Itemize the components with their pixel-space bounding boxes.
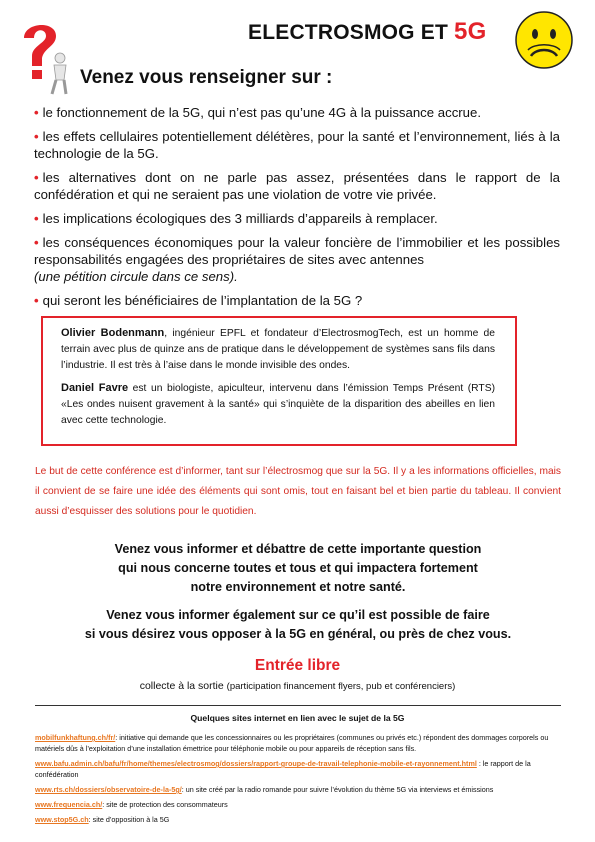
site-entry: www.frequencia.ch/: site de protection des consommateurs [35,800,228,809]
site-link[interactable]: www.frequencia.ch/ [35,800,103,809]
collection-note: collecte à la sortie (participation financement flyers, pub et conférenciers) [139,680,456,692]
site-link[interactable]: www.bafu.admin.ch/bafu/fr/home/themes/electrosmog/dossiers/rapport-groupe-de-travail-telephonie-mobile-et-rayonnement.html [35,759,477,768]
site-entry: www.rts.ch/dossiers/observatoire-de-la-5g/: un site créé par la radio romande pour suivre l’évolution du thème 5G via interviews et émissions [35,785,494,794]
speaker-paragraph [61,325,495,374]
page-title [248,18,486,46]
speakers-box [41,316,517,446]
site-link[interactable]: www.stop5G.ch [35,815,89,824]
sites-list [35,732,565,829]
site-entry: mobilfunkhaftung.ch/fr/: initiative qui demande que les concessionnaires ou les propriétaires (communes ou privés etc.) répondent des dommages corporels ou matériels dûs à l’exploitation d’une installation émettrice pour téléphonie mobile ou pour appareils de réception sans fils. [35,733,549,753]
free-entry-heading: Entrée libre [254,657,341,674]
site-entry: www.bafu.admin.ch/bafu/fr/home/themes/electrosmog/dossiers/rapport-groupe-de-travail-telephonie-mobile-et-rayonnement.html : le rapport de la confédération [35,759,531,779]
speaker-name: Olivier Bodenmann [61,327,165,339]
sites-heading: Quelques sites internet en lien avec le sujet de la 5G [190,713,405,723]
call-to-action-oppose: Venez vous informer également sur ce qu’il est possible de faire si vous désirez vous opposer à la 5G en général, ou près de chez vous. [84,608,512,641]
speaker-name: Daniel Favre [61,382,129,394]
list-item: • qui seront les bénéficiaires de l’implantation de la 5G ? [34,293,363,308]
bullet-icon: • [34,105,39,120]
header [0,0,595,90]
bullet-icon: • [34,235,39,250]
list-item: • le fonctionnement de la 5G, qui n’est pas qu’une 4G à la puissance accrue. [34,105,482,120]
conference-intro: Le but de cette conférence est d’informer, tant sur l’électrosmog que sur la 5G. Il y a les informations officielles, mais il convient de se faire une idée des éléments qui sont omis, tout en faisant bel et bien partie du tableau. Il convient aussi d’esquisser des solutions pour le quotidien. [35,466,561,517]
bullet-icon: • [34,211,39,226]
speaker-bio: est un biologiste, apiculteur, intervenu dans l’émission Temps Présent (RTS) «Les ondes nuisent gravement à la santé» qui s’inquiète de la disparition des abeilles en lien avec cette technologie. [61,383,496,426]
worried-smiley-icon [514,10,574,70]
list-item: • les conséquences économiques pour la valeur foncière de l’immobilier et les possibles responsabilités engagées des propriétaires de sites avec antennes (une pétition circule dans ce sens). [34,235,560,284]
bullet-icon: • [34,170,39,185]
list-item-note: (une pétition circule dans ce sens). [34,269,238,284]
title-main: ELECTROSMOG ET [248,21,448,44]
question-mark-figure-icon [14,16,74,96]
topic-list [34,104,560,316]
call-to-action-debate: Venez vous informer et débattre de cette importante question qui nous concerne toutes et tous et qui impactera fortement notre environnement et notre santé. [114,542,482,594]
site-entry: www.stop5G.ch: site d’opposition à la 5G [35,815,170,824]
list-item: • les implications écologiques des 3 milliards d’appareils à remplacer. [34,211,438,226]
site-link[interactable]: www.rts.ch/dossiers/observatoire-de-la-5g/ [35,785,182,794]
bullet-icon: • [34,129,39,144]
bullet-icon: • [34,293,39,308]
speaker-paragraph [61,380,495,429]
list-item: • les alternatives dont on ne parle pas assez, présentées dans le rapport de la confédération et qui ne seraient pas une violation de votre vie privée. [34,170,560,202]
title-accent: 5G [454,18,487,45]
divider [35,705,561,706]
subtitle: Venez vous renseigner sur : [80,67,333,88]
speaker-bio: , ingénieur EPFL et fondateur d’ElectrosmogTech, est un homme de terrain avec plus de quinze ans de pratique dans le développement de systèmes sans fils dans l’industrie. Il est très à l’aise dans le monde invisible des ondes. [61,328,495,371]
list-item: • les effets cellulaires potentiellement délétères, pour la santé et l’environnement, liés à la technologie de la 5G. [34,129,560,161]
site-link[interactable]: mobilfunkhaftung.ch/fr/ [35,733,116,742]
